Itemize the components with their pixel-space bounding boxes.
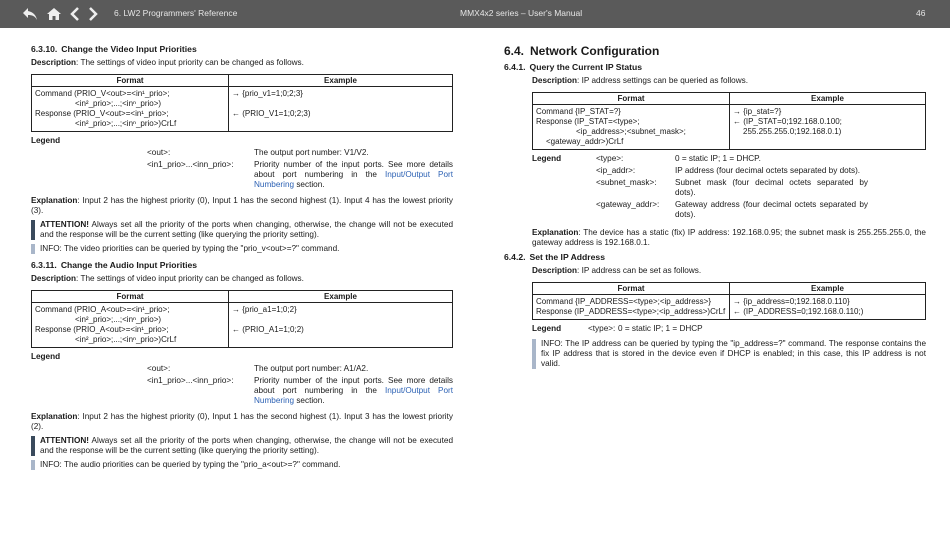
example-header: Example	[229, 75, 453, 87]
example-cell: → {ip_stat=?} ← (IP_STAT=0;192.168.0.100; 255.255.255.0;192.168.0.1)	[730, 105, 926, 150]
example-cell: → {prio_a1=1;0;2} ← (PRIO_A1=1;0;2)	[229, 303, 453, 348]
port-numbering-link[interactable]: Input/Output Port Numbering	[254, 170, 453, 189]
format-header: Format	[533, 93, 730, 105]
section-heading: 6.3.11. Change the Audio Input Priorities	[31, 260, 198, 270]
format-cell: Command (PRIO_A<out>=<in¹_prio>; <in²_prio>;...;<inⁿ_prio>) Response (PRIO_A<out>=<in¹_prio>; <in²_prio>;...;<inⁿ_prio>)CrLf	[32, 303, 229, 348]
legend-row: <ip_addr>: IP address (four decimal octets separated by dots).	[596, 166, 861, 175]
legend-row: <subnet_mask>: Subnet mask (four decimal octets separated by dots).	[596, 178, 868, 197]
section-heading: 6.4.2. Set the IP Address	[504, 252, 605, 262]
example-header: Example	[229, 291, 453, 303]
command-table	[31, 74, 453, 132]
info-note: INFO: The audio priorities can be queried by typing the "prio_a<out>=?" command.	[31, 460, 453, 470]
legend-title: Legend	[31, 352, 61, 361]
legend-title: Legend	[31, 136, 61, 145]
section-heading: 6.4.1. Query the Current IP Status	[504, 62, 643, 72]
info-note: INFO: The video priorities can be queried by typing the "prio_v<out>=?" command.	[31, 244, 453, 254]
manual-title: MMX4x2 series – User's Manual	[460, 8, 583, 18]
info-note: INFO: The IP address can be queried by typing the "ip_address=?" command. The response contains the fix IP address that is stored in the device even if DHCP is enabled; in this case, this IP address is not valid.	[532, 339, 926, 369]
attention-note: ATTENTION! Always set all the priority of the ports when changing, otherwise, the change will not be executed and the response will be the current setting (like querying the priority setting).	[31, 220, 453, 240]
section-heading: 6.3.10. Change the Video Input Priorities	[31, 44, 197, 54]
left-column	[31, 44, 453, 474]
back-icon[interactable]	[22, 7, 38, 21]
legend-row: <out>: The output port number: V1/V2.	[147, 148, 369, 157]
description: Description: The settings of video input priority can be changed as follows.	[31, 58, 304, 67]
format-header: Format	[533, 283, 730, 295]
example-header: Example	[730, 93, 926, 105]
description: Description: IP address can be set as follows.	[532, 266, 702, 275]
nav-icons	[22, 5, 98, 23]
format-header: Format	[32, 75, 229, 87]
format-cell: Command {IP_STAT=?} Response (IP_STAT=<type>; <ip_address>;<subnet_mask>; <gateway_addr>)CrLf	[533, 105, 730, 150]
legend-row: <out>: The output port number: A1/A2.	[147, 364, 369, 373]
right-column	[504, 44, 926, 373]
legend-row: <gateway_addr>: Gateway address (four decimal octets separated by dots).	[596, 200, 868, 219]
legend-row: <type>: 0 = static IP; 1 = DHCP.	[596, 154, 761, 163]
format-cell: Command (PRIO_V<out>=<in¹_prio>; <in²_prio>;...;<inⁿ_prio>) Response (PRIO_V<out>=<in¹_prio>; <in²_prio>;...;<inⁿ_prio>)CrLf	[32, 87, 229, 132]
explanation: Explanation: The device has a static (fix) IP address: 192.168.0.95; the subnet mask is 255.255.255.0, the gateway address is 192.168.0.1.	[532, 228, 926, 247]
example-cell: → {ip_address=0;192.168.0.110} ← (IP_ADDRESS=0;192.168.0.110;)	[730, 295, 926, 320]
command-table	[532, 92, 926, 150]
header-bar	[0, 0, 950, 28]
attention-note: ATTENTION! Always set all the priority of the ports when changing, otherwise, the change will not be executed and the response will be the current setting (like querying the priority setting).	[31, 436, 453, 456]
example-cell: → {prio_v1=1;0;2;3} ← (PRIO_V1=1;0;2;3)	[229, 87, 453, 132]
format-cell: Command {IP_ADDRESS=<type>;<ip_address>} Response (IP_ADDRESS=<type>;<ip_address>)CrLf	[533, 295, 730, 320]
explanation: Explanation: Input 2 has the highest priority (0), Input 1 has the second highest (1). Input 3 has the lowest priority (2).	[31, 412, 453, 431]
legend-row: <in1_prio>...<inn_prio>: Priority number of the input ports. See more details about port numbering in the Input/Output Port Numbering section.	[147, 376, 453, 405]
home-icon[interactable]	[46, 7, 62, 21]
format-header: Format	[32, 291, 229, 303]
section-heading-main: 6.4. Network Configuration	[504, 44, 660, 58]
command-table	[532, 282, 926, 320]
legend-block: Legend <type>: 0 = static IP; 1 = DHCP	[504, 324, 926, 336]
legend-block: Legend <type>: 0 = static IP; 1 = DHCP. <ip_addr>: IP address (four decimal octets separated by dots). <subnet_mask>: Subnet mask (four decimal octets separated by dots). <gateway_addr>: Gateway address (four decimal octets separated by dots).	[504, 154, 926, 222]
legend-row: <in1_prio>...<inn_prio>: Priority number of the input ports. See more details about port numbering in the Input/Output Port Numbering section.	[147, 160, 453, 189]
page-number: 46	[916, 8, 926, 18]
explanation: Explanation: Input 2 has the highest priority (0), Input 1 has the second highest (1). Input 4 has the lowest priority (3).	[31, 196, 453, 215]
legend-row: <type>: 0 = static IP; 1 = DHCP	[588, 324, 703, 333]
chapter-title: 6. LW2 Programmers' Reference	[114, 8, 238, 18]
next-page-icon[interactable]	[88, 7, 98, 21]
example-header: Example	[730, 283, 926, 295]
description: Description: IP address settings can be queried as follows.	[532, 76, 749, 85]
command-table	[31, 290, 453, 348]
previous-page-icon[interactable]	[70, 7, 80, 21]
port-numbering-link[interactable]: Input/Output Port Numbering	[254, 386, 453, 405]
description: Description: The settings of video input priority can be changed as follows.	[31, 274, 304, 283]
